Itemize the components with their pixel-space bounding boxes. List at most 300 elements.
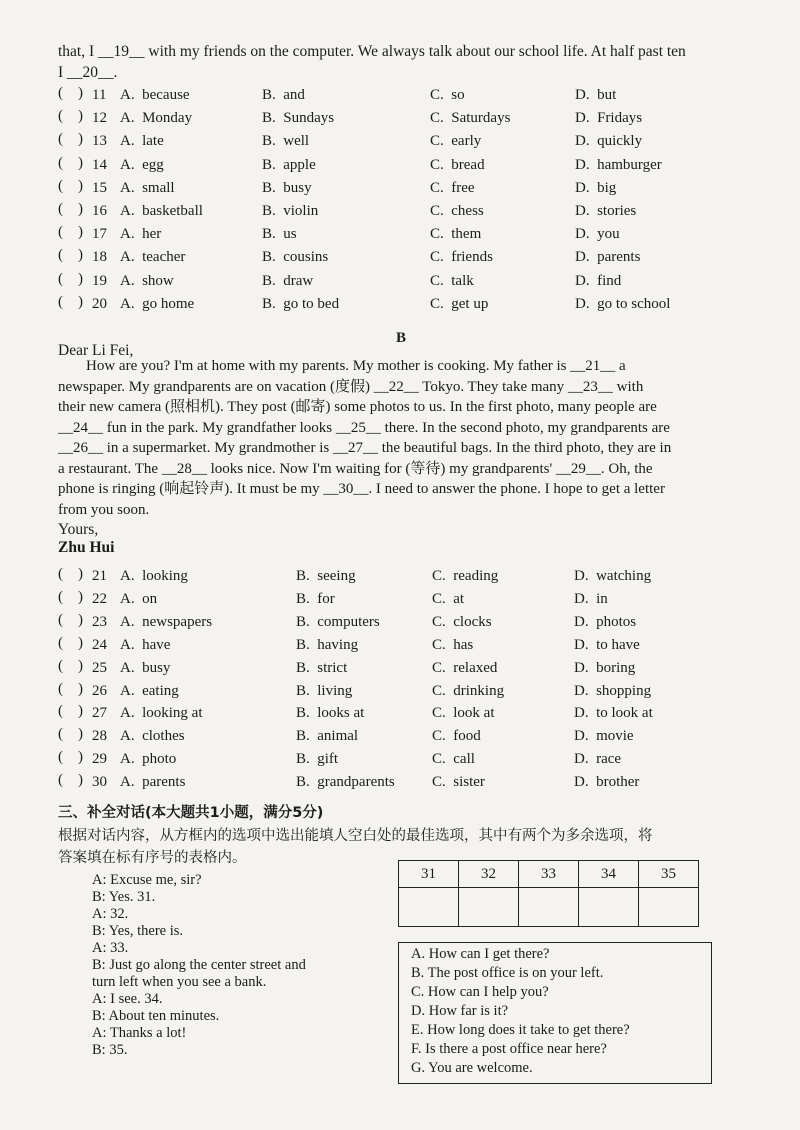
option-letter: A.: [120, 110, 143, 127]
option-c: [430, 201, 484, 221]
option-letter: A.: [120, 751, 143, 768]
option-text: Saturdays: [451, 110, 511, 127]
option-text: photos: [596, 613, 637, 630]
answer-header-35: 35: [639, 861, 699, 888]
question-number: 28: [92, 728, 107, 745]
option-letter: A.: [120, 659, 143, 676]
option-text: and: [283, 87, 305, 103]
option-text: chess: [451, 203, 484, 219]
option-a: [120, 294, 194, 314]
option-c: [432, 772, 485, 792]
option-letter: C.: [430, 295, 452, 312]
option-b: [296, 658, 347, 678]
option-text: looks at: [317, 705, 365, 722]
option-text: shopping: [596, 682, 652, 699]
option-text: show: [142, 272, 174, 289]
choice-c: C. How can I help you?: [411, 984, 549, 1000]
option-letter: B.: [296, 590, 318, 607]
question-number: 15: [92, 179, 107, 196]
answer-paren[interactable]: ( ): [58, 177, 83, 194]
option-c: [432, 658, 497, 678]
option-letter: A.: [120, 613, 143, 630]
option-text: strict: [317, 659, 348, 676]
option-text: parents: [142, 774, 186, 791]
option-text: but: [597, 87, 617, 103]
option-letter: C.: [430, 203, 452, 219]
section3-instruction-1: 根据对话内容，从方框内的选项中选出能填人空白处的最佳选项，其中有两个为多余选项，将: [58, 828, 653, 844]
option-b: [262, 155, 316, 175]
option-text: animal: [317, 728, 359, 745]
letter-line: How are you? I'm at home with my parents. My mother is cooking. My father is __21__ a: [86, 358, 626, 374]
option-letter: A.: [120, 728, 143, 745]
answer-paren[interactable]: ( ): [58, 703, 83, 720]
dialogue-line: B: About ten minutes.: [92, 1008, 220, 1024]
option-text: photo: [142, 751, 177, 768]
letter-closing: Yours,: [58, 521, 99, 538]
option-text: call: [453, 751, 475, 768]
answer-paren[interactable]: ( ): [58, 154, 83, 171]
option-letter: D.: [575, 156, 598, 173]
option-letter: B.: [296, 751, 318, 768]
option-c: [432, 749, 475, 769]
option-text: having: [317, 636, 359, 653]
option-d: [575, 85, 616, 105]
option-text: computers: [317, 613, 380, 630]
option-a: [120, 612, 212, 632]
answer-paren[interactable]: ( ): [58, 293, 83, 310]
option-letter: D.: [574, 728, 597, 745]
option-b: [262, 108, 334, 128]
option-text: bread: [451, 156, 485, 173]
option-text: hamburger: [597, 156, 662, 173]
option-letter: C.: [430, 179, 452, 196]
option-letter: D.: [575, 179, 598, 196]
option-letter: A.: [120, 774, 143, 791]
option-text: for: [317, 590, 335, 607]
option-d: [575, 131, 642, 151]
option-letter: D.: [575, 272, 598, 289]
option-text: because: [142, 87, 190, 103]
option-text: so: [451, 87, 465, 103]
option-letter: C.: [432, 774, 454, 791]
dialogue-line: A: 32.: [92, 906, 129, 922]
question-number: 13: [92, 133, 107, 150]
option-letter: C.: [432, 590, 454, 607]
option-letter: D.: [575, 203, 598, 219]
option-c: [432, 726, 481, 746]
option-text: early: [451, 133, 482, 150]
option-letter: D.: [574, 659, 597, 676]
option-c: [430, 247, 493, 267]
option-d: [575, 224, 620, 244]
intro-line-2: I __20__.: [58, 64, 118, 81]
option-letter: D.: [574, 636, 597, 653]
answer-paren[interactable]: ( ): [58, 201, 83, 217]
question-number: 30: [92, 774, 107, 791]
option-d: [574, 726, 634, 746]
answer-paren[interactable]: ( ): [58, 566, 83, 582]
option-text: quickly: [597, 133, 643, 150]
option-c: [432, 589, 464, 609]
option-letter: A.: [120, 568, 143, 584]
option-text: apple: [283, 156, 316, 173]
option-letter: C.: [432, 682, 454, 699]
answer-paren[interactable]: ( ): [58, 634, 83, 651]
option-text: clocks: [453, 613, 492, 630]
option-text: drinking: [453, 682, 505, 699]
option-letter: B.: [262, 295, 284, 312]
answer-paren[interactable]: ( ): [58, 726, 83, 743]
option-letter: B.: [296, 636, 318, 653]
section3-title: 三、补全对话(本大题共1小题，满分5分): [58, 805, 324, 821]
option-letter: C.: [432, 636, 454, 653]
answer-paren[interactable]: ( ): [58, 680, 83, 697]
option-text: brother: [596, 774, 640, 791]
option-a: [120, 635, 170, 655]
option-text: sister: [453, 774, 485, 791]
option-b: [262, 294, 339, 314]
option-letter: C.: [430, 249, 452, 266]
option-letter: C.: [430, 110, 452, 127]
option-letter: A.: [120, 295, 143, 312]
option-text: movie: [596, 728, 634, 745]
option-letter: C.: [432, 751, 454, 768]
answer-paren[interactable]: ( ): [58, 224, 83, 241]
option-letter: D.: [574, 590, 597, 607]
dialogue-line: A: I see. 34.: [92, 991, 163, 1007]
option-text: gift: [317, 751, 339, 768]
option-c: [432, 635, 473, 655]
dialogue-line: B: 35.: [92, 1042, 128, 1058]
option-b: [296, 681, 352, 701]
option-a: [120, 108, 192, 128]
option-letter: D.: [575, 87, 598, 103]
option-text: parents: [597, 249, 641, 266]
option-a: [120, 201, 203, 221]
option-letter: B.: [296, 728, 318, 745]
option-text: well: [283, 133, 310, 150]
option-text: reading: [453, 568, 499, 584]
letter-line: newspaper. My grandparents are on vacation (度假) __22__ Tokyo. They take many __23__ with: [58, 378, 644, 395]
option-c: [430, 224, 481, 244]
option-b: [296, 772, 395, 792]
option-a: [120, 703, 203, 723]
option-text: to look at: [596, 705, 653, 722]
question-number: 11: [92, 87, 107, 103]
option-text: watching: [596, 568, 652, 584]
option-text: stories: [597, 203, 637, 219]
option-letter: D.: [575, 110, 598, 127]
option-letter: A.: [120, 133, 143, 150]
option-letter: C.: [430, 87, 452, 103]
option-text: look at: [453, 705, 495, 722]
option-c: [430, 178, 475, 198]
option-letter: A.: [120, 226, 143, 243]
option-letter: D.: [575, 226, 598, 243]
dialogue-line: B: Just go along the center street and: [92, 957, 306, 973]
answer-cell-35[interactable]: [639, 888, 699, 927]
question-number: 27: [92, 705, 107, 722]
option-c: [430, 155, 485, 175]
choices-box: [398, 942, 712, 1084]
option-letter: A.: [120, 636, 143, 653]
letter-line: __26__ in a supermarket. My grandmother is __27__ the beautiful bags. In the third photo, they are in: [58, 440, 672, 456]
option-c: [430, 271, 474, 291]
option-text: basketball: [142, 203, 203, 219]
option-text: living: [317, 682, 353, 699]
option-text: have: [142, 636, 171, 653]
question-number: 16: [92, 203, 107, 219]
question-number: 23: [92, 613, 107, 630]
option-b: [262, 85, 305, 105]
option-d: [574, 681, 651, 701]
question-number: 24: [92, 636, 107, 653]
option-text: food: [453, 728, 481, 745]
option-letter: B.: [262, 179, 284, 196]
answer-paren[interactable]: ( ): [58, 749, 83, 766]
option-text: late: [142, 133, 164, 150]
option-letter: B.: [296, 774, 318, 791]
option-c: [430, 85, 465, 105]
choice-a: A. How can I get there?: [411, 946, 550, 962]
option-letter: B.: [296, 659, 318, 676]
option-letter: B.: [296, 613, 318, 630]
answer-paren[interactable]: ( ): [58, 588, 83, 605]
option-letter: A.: [120, 249, 143, 266]
question-number: 19: [92, 272, 107, 289]
option-a: [120, 85, 190, 105]
question-number: 25: [92, 659, 107, 676]
letter-signature: Zhu Hui: [58, 539, 115, 556]
option-letter: D.: [574, 705, 597, 722]
option-letter: B.: [296, 568, 318, 584]
letter-line: __24__ fun in the park. My grandfather looks __25__ there. In the second photo, my grandparents are: [58, 419, 670, 436]
option-text: us: [283, 226, 297, 243]
option-c: [430, 108, 510, 128]
option-b: [296, 612, 380, 632]
option-a: [120, 155, 164, 175]
option-text: in: [596, 590, 608, 607]
section3-instruction-2: 答案填在标有序号的表格内。: [58, 850, 247, 866]
option-text: to have: [596, 636, 640, 653]
option-letter: D.: [575, 133, 598, 150]
dialogue-line: A: Thanks a lot!: [92, 1025, 187, 1041]
option-text: seeing: [317, 568, 356, 584]
option-letter: D.: [574, 774, 597, 791]
option-d: [574, 772, 639, 792]
option-letter: B.: [262, 272, 284, 289]
option-d: [575, 271, 621, 291]
option-text: has: [453, 636, 474, 653]
answer-paren[interactable]: ( ): [58, 657, 83, 674]
option-text: at: [453, 590, 465, 607]
option-b: [296, 726, 358, 746]
question-number: 29: [92, 751, 107, 768]
option-letter: D.: [574, 568, 597, 584]
option-a: [120, 772, 185, 792]
answer-paren[interactable]: ( ): [58, 247, 83, 264]
option-letter: D.: [574, 682, 597, 699]
question-number: 21: [92, 568, 107, 584]
answer-paren[interactable]: ( ): [58, 270, 83, 287]
question-number: 18: [92, 249, 107, 266]
dialogue-line: A: 33.: [92, 940, 129, 956]
option-d: [574, 749, 621, 769]
option-text: get up: [451, 295, 489, 312]
question-number: 14: [92, 156, 107, 173]
option-letter: C.: [432, 613, 454, 630]
letter-line: a restaurant. The __28__ looks nice. Now I'm waiting for (等待) my grandparents' __29__. Oh, the: [58, 460, 653, 477]
option-letter: C.: [430, 226, 452, 243]
option-d: [575, 178, 616, 198]
option-text: her: [142, 226, 162, 243]
option-letter: C.: [430, 133, 452, 150]
option-text: relaxed: [453, 659, 498, 676]
option-b: [262, 178, 312, 198]
option-a: [120, 726, 185, 746]
option-text: grandparents: [317, 774, 395, 791]
option-d: [575, 247, 640, 267]
option-text: Sundays: [283, 110, 335, 127]
dialogue-line: B: Yes, there is.: [92, 923, 184, 939]
letter-greeting: Dear Li Fei,: [58, 342, 134, 359]
option-b: [262, 131, 309, 151]
option-letter: D.: [575, 295, 598, 312]
question-number: 17: [92, 226, 107, 243]
option-b: [262, 201, 318, 221]
option-a: [120, 224, 161, 244]
dialogue-line: B: Yes. 31.: [92, 889, 156, 905]
option-text: free: [451, 179, 475, 196]
option-letter: B.: [262, 226, 284, 243]
option-text: go to school: [597, 295, 671, 312]
choice-e: E. How long does it take to get there?: [411, 1022, 630, 1038]
section-b-title: B: [396, 330, 407, 346]
option-letter: B.: [262, 110, 284, 127]
option-b: [262, 271, 313, 291]
choice-g: G. You are welcome.: [411, 1060, 533, 1076]
option-text: busy: [283, 179, 312, 196]
question-number: 20: [92, 295, 107, 312]
option-letter: B.: [296, 682, 318, 699]
answer-paren[interactable]: ( ): [58, 772, 83, 789]
choice-d: D. How far is it?: [411, 1003, 509, 1019]
option-d: [575, 294, 670, 314]
option-d: [575, 155, 662, 175]
answer-paren[interactable]: ( ): [58, 611, 83, 628]
option-d: [575, 201, 636, 221]
option-b: [296, 749, 338, 769]
answer-header-32: 32: [459, 861, 519, 888]
option-letter: B.: [296, 705, 318, 722]
option-d: [574, 635, 640, 655]
option-letter: B.: [262, 203, 284, 219]
option-text: race: [596, 751, 622, 768]
option-letter: C.: [432, 705, 454, 722]
option-text: them: [451, 226, 482, 243]
option-letter: D.: [574, 613, 597, 630]
letter-line: their new camera (照相机). They post (邮寄) some photos to us. In the first photo, many people are: [58, 399, 657, 415]
option-letter: D.: [575, 249, 598, 266]
letter-line: phone is ringing (响起铃声). It must be my __30__. I need to answer the phone. I hope to get a letter: [58, 481, 665, 497]
option-letter: C.: [430, 272, 452, 289]
option-letter: D.: [574, 751, 597, 768]
answer-paren[interactable]: ( ): [58, 85, 83, 101]
option-d: [574, 589, 608, 609]
option-letter: A.: [120, 156, 143, 173]
intro-line-1: that, I __19__ with my friends on the computer. We always talk about our school life. At half past ten: [58, 43, 686, 60]
option-text: talk: [451, 272, 474, 289]
option-a: [120, 178, 175, 198]
option-text: looking: [142, 568, 188, 584]
option-text: draw: [283, 272, 314, 289]
option-a: [120, 566, 188, 586]
option-a: [120, 681, 179, 701]
answer-cell-34[interactable]: [579, 888, 639, 927]
option-text: cousins: [283, 249, 329, 266]
option-text: Monday: [142, 110, 193, 127]
option-d: [574, 658, 635, 678]
option-c: [432, 703, 495, 723]
option-text: clothes: [142, 728, 185, 745]
option-d: [574, 566, 651, 586]
option-letter: B.: [262, 87, 284, 103]
option-text: looking at: [142, 705, 203, 722]
option-d: [575, 108, 642, 128]
answer-cell-33[interactable]: [519, 888, 579, 927]
option-letter: C.: [430, 156, 452, 173]
option-letter: A.: [120, 590, 143, 607]
option-d: [574, 703, 653, 723]
option-text: violin: [283, 203, 319, 219]
option-a: [120, 749, 176, 769]
question-number: 12: [92, 110, 107, 127]
option-letter: B.: [262, 249, 284, 266]
option-text: teacher: [142, 249, 186, 266]
option-text: on: [142, 590, 158, 607]
option-text: eating: [142, 682, 179, 699]
option-letter: C.: [432, 728, 454, 745]
option-text: boring: [596, 659, 636, 676]
option-b: [262, 247, 328, 267]
answer-cell-32[interactable]: [459, 888, 519, 927]
option-c: [432, 681, 504, 701]
option-text: newspapers: [142, 613, 213, 630]
choice-b: B. The post office is on your left.: [411, 965, 604, 981]
option-a: [120, 247, 185, 267]
option-b: [296, 589, 335, 609]
option-c: [430, 294, 488, 314]
answer-paren[interactable]: ( ): [58, 131, 83, 148]
option-text: small: [142, 179, 175, 196]
option-text: Fridays: [597, 110, 643, 127]
option-letter: A.: [120, 87, 143, 103]
answer-paren[interactable]: ( ): [58, 108, 83, 125]
option-text: busy: [142, 659, 171, 676]
option-letter: C.: [432, 568, 454, 584]
option-c: [432, 612, 492, 632]
option-letter: B.: [262, 133, 284, 150]
option-d: [574, 612, 636, 632]
option-letter: A.: [120, 682, 143, 699]
question-number: 22: [92, 590, 107, 607]
answer-cell-31[interactable]: [399, 888, 459, 927]
option-text: go home: [142, 295, 195, 312]
option-text: find: [597, 272, 622, 289]
option-text: go to bed: [283, 295, 340, 312]
option-a: [120, 658, 170, 678]
option-letter: A.: [120, 705, 143, 722]
